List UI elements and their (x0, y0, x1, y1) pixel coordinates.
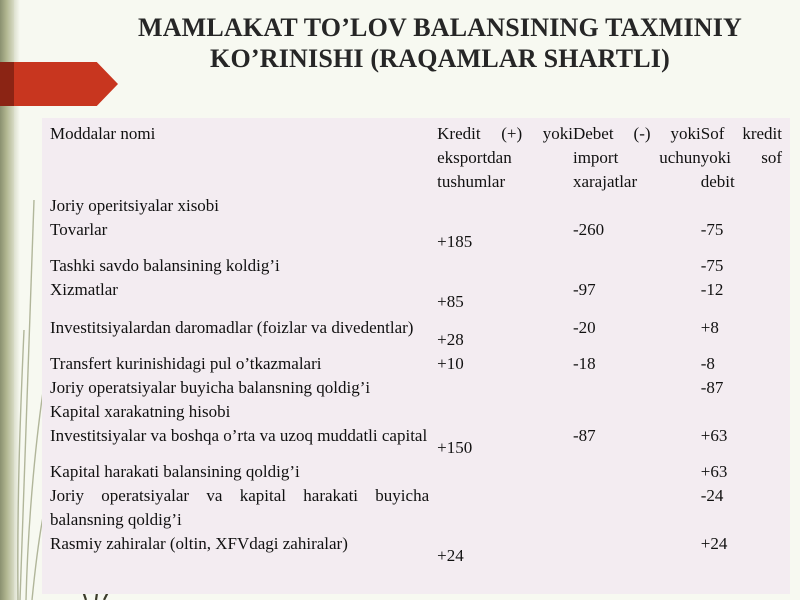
row-debit: -97 (572, 280, 596, 299)
header-credit: Kredit (+) yoki eksportdan tushumlar (437, 124, 573, 191)
row-credit (437, 532, 573, 568)
row-credit-value: +28 (437, 330, 464, 349)
row-net: -87 (700, 378, 724, 397)
table-row (42, 400, 790, 424)
row-net: -75 (700, 256, 724, 275)
title-line-1: MAMLAKAT TO’LOV BALANSINING TAXMINIY (137, 13, 743, 42)
table-row (42, 424, 790, 460)
row-name: Rasmiy zahiralar (oltin, XFVdagi zahiralar) (50, 534, 348, 553)
row-name: Kapital xarakatning hisobi (50, 402, 231, 421)
row-credit (437, 376, 573, 400)
table-row (42, 376, 790, 400)
row-name: Xizmatlar (50, 280, 118, 299)
row-net: +63 (700, 426, 728, 445)
row-net: -8 (700, 354, 715, 373)
row-credit (437, 194, 573, 218)
row-net: +63 (700, 462, 728, 481)
row-debit: -87 (572, 426, 596, 445)
row-debit (573, 376, 701, 400)
row-name: Tovarlar (50, 220, 108, 239)
row-credit (437, 460, 573, 484)
row-name: Tashki savdo balansining koldig’i (50, 256, 280, 275)
row-credit (437, 218, 573, 254)
row-name: Investitsiyalar va boshqa o’rta va uzoq muddatli capital (50, 426, 428, 445)
header-name: Moddalar nomi (50, 124, 156, 143)
row-credit (437, 314, 573, 352)
row-debit (573, 400, 701, 424)
row-debit (573, 532, 701, 568)
row-debit: -260 (572, 220, 605, 239)
table-header-row (42, 118, 790, 194)
row-credit (437, 484, 573, 532)
row-credit-value: +185 (437, 232, 473, 251)
row-name: Joriy operatsiyalar va kapital harakati buyicha balansning qoldig’i (50, 486, 430, 529)
header-net: Sof kredit yoki sof debit (700, 124, 782, 191)
row-debit (573, 194, 701, 218)
row-net: -75 (700, 220, 724, 239)
row-net: -12 (700, 280, 724, 299)
row-credit (437, 254, 573, 278)
row-credit-value: +85 (437, 292, 464, 311)
table-row (42, 194, 790, 218)
row-credit (437, 424, 573, 460)
row-net (701, 400, 790, 424)
row-credit (437, 400, 573, 424)
row-net (701, 194, 790, 218)
row-debit (573, 254, 701, 278)
balance-table (42, 118, 790, 568)
row-debit: -18 (572, 354, 596, 373)
row-name: Transfert kurinishidagi pul o’tkazmalari (50, 354, 322, 373)
row-debit (573, 460, 701, 484)
row-net: +24 (700, 534, 728, 553)
table-row (42, 254, 790, 278)
row-name: Kapital harakati balansining qoldig’i (50, 462, 300, 481)
row-name: Joriy operitsiyalar xisobi (50, 196, 220, 215)
table-row (42, 218, 790, 254)
row-debit: -20 (572, 318, 596, 337)
table-row (42, 352, 790, 376)
row-credit: +10 (437, 354, 464, 373)
header-debit: Debet (-) yoki import uchun xarajatlar (572, 124, 701, 191)
table-row (42, 484, 790, 532)
row-net: +8 (700, 318, 719, 337)
row-credit (437, 278, 573, 314)
table-row (42, 314, 790, 352)
red-arrow-shadow (0, 62, 14, 106)
table-row (42, 278, 790, 314)
table-row (42, 532, 790, 568)
row-debit (573, 484, 701, 532)
row-credit-value: +150 (437, 438, 473, 457)
table-row (42, 460, 790, 484)
row-name: Joriy operatsiyalar buyicha balansning qoldig’i (50, 378, 371, 397)
slide-title (100, 12, 780, 74)
row-name: Investitsiyalardan daromadlar (foizlar va divedentlar) (50, 318, 414, 337)
row-net: -24 (700, 486, 724, 505)
title-line-2: KO’RINISHI (RAQAMLAR SHARTLI) (210, 44, 670, 73)
row-credit-value: +24 (437, 546, 464, 565)
